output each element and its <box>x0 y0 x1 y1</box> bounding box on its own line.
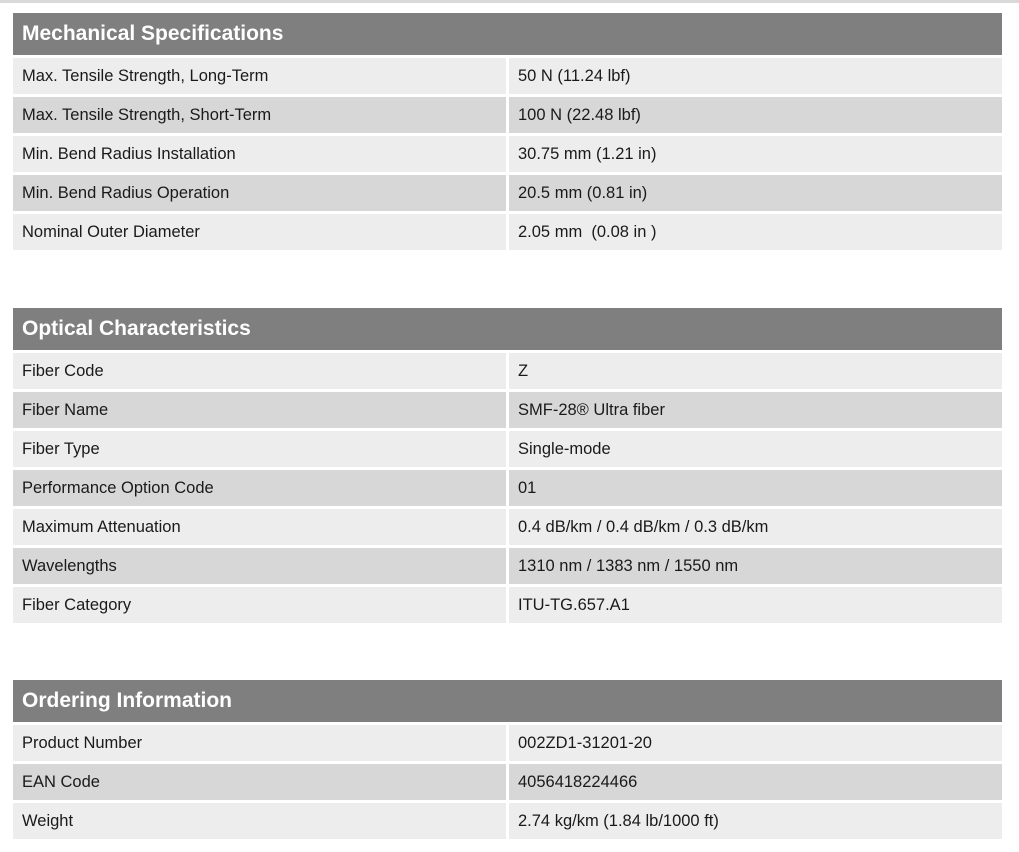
row-label: EAN Code <box>13 764 506 800</box>
table-row <box>13 431 1002 467</box>
row-label: Weight <box>13 803 506 839</box>
row-label: Product Number <box>13 725 506 761</box>
table-row <box>13 764 1002 800</box>
row-label: Nominal Outer Diameter <box>13 214 506 250</box>
row-value: ITU-TG.657.A1 <box>509 587 1002 623</box>
table-row <box>13 175 1002 211</box>
row-value: Single-mode <box>509 431 1002 467</box>
table-row <box>13 214 1002 250</box>
section-title: Ordering Information <box>13 680 1002 722</box>
table-row <box>13 587 1002 623</box>
optical-characteristics-table <box>13 308 1002 623</box>
row-label: Min. Bend Radius Installation <box>13 136 506 172</box>
section-title: Optical Characteristics <box>13 308 1002 350</box>
table-row <box>13 392 1002 428</box>
row-label: Min. Bend Radius Operation <box>13 175 506 211</box>
row-value: SMF-28® Ultra fiber <box>509 392 1002 428</box>
row-value: 20.5 mm (0.81 in) <box>509 175 1002 211</box>
row-value: Z <box>509 353 1002 389</box>
row-value: 50 N (11.24 lbf) <box>509 58 1002 94</box>
mechanical-specifications-table <box>13 13 1002 250</box>
row-value: 1310 nm / 1383 nm / 1550 nm <box>509 548 1002 584</box>
table-row <box>13 97 1002 133</box>
table-row <box>13 470 1002 506</box>
row-label: Maximum Attenuation <box>13 509 506 545</box>
row-label: Fiber Code <box>13 353 506 389</box>
table-row <box>13 353 1002 389</box>
row-value: 0.4 dB/km / 0.4 dB/km / 0.3 dB/km <box>509 509 1002 545</box>
table-row <box>13 548 1002 584</box>
table-row <box>13 509 1002 545</box>
row-value: 01 <box>509 470 1002 506</box>
row-label: Max. Tensile Strength, Short-Term <box>13 97 506 133</box>
row-value: 2.05 mm (0.08 in ) <box>509 214 1002 250</box>
row-label: Fiber Category <box>13 587 506 623</box>
table-row <box>13 803 1002 839</box>
section-title: Mechanical Specifications <box>13 13 1002 55</box>
row-value: 30.75 mm (1.21 in) <box>509 136 1002 172</box>
row-value: 2.74 kg/km (1.84 lb/1000 ft) <box>509 803 1002 839</box>
row-value: 4056418224466 <box>509 764 1002 800</box>
table-row <box>13 58 1002 94</box>
row-label: Max. Tensile Strength, Long-Term <box>13 58 506 94</box>
ordering-information-table <box>13 680 1002 839</box>
table-row <box>13 725 1002 761</box>
row-label: Performance Option Code <box>13 470 506 506</box>
row-value: 100 N (22.48 lbf) <box>509 97 1002 133</box>
table-row <box>13 136 1002 172</box>
row-label: Fiber Name <box>13 392 506 428</box>
top-divider <box>0 0 1019 3</box>
row-label: Fiber Type <box>13 431 506 467</box>
row-value: 002ZD1-31201-20 <box>509 725 1002 761</box>
row-label: Wavelengths <box>13 548 506 584</box>
